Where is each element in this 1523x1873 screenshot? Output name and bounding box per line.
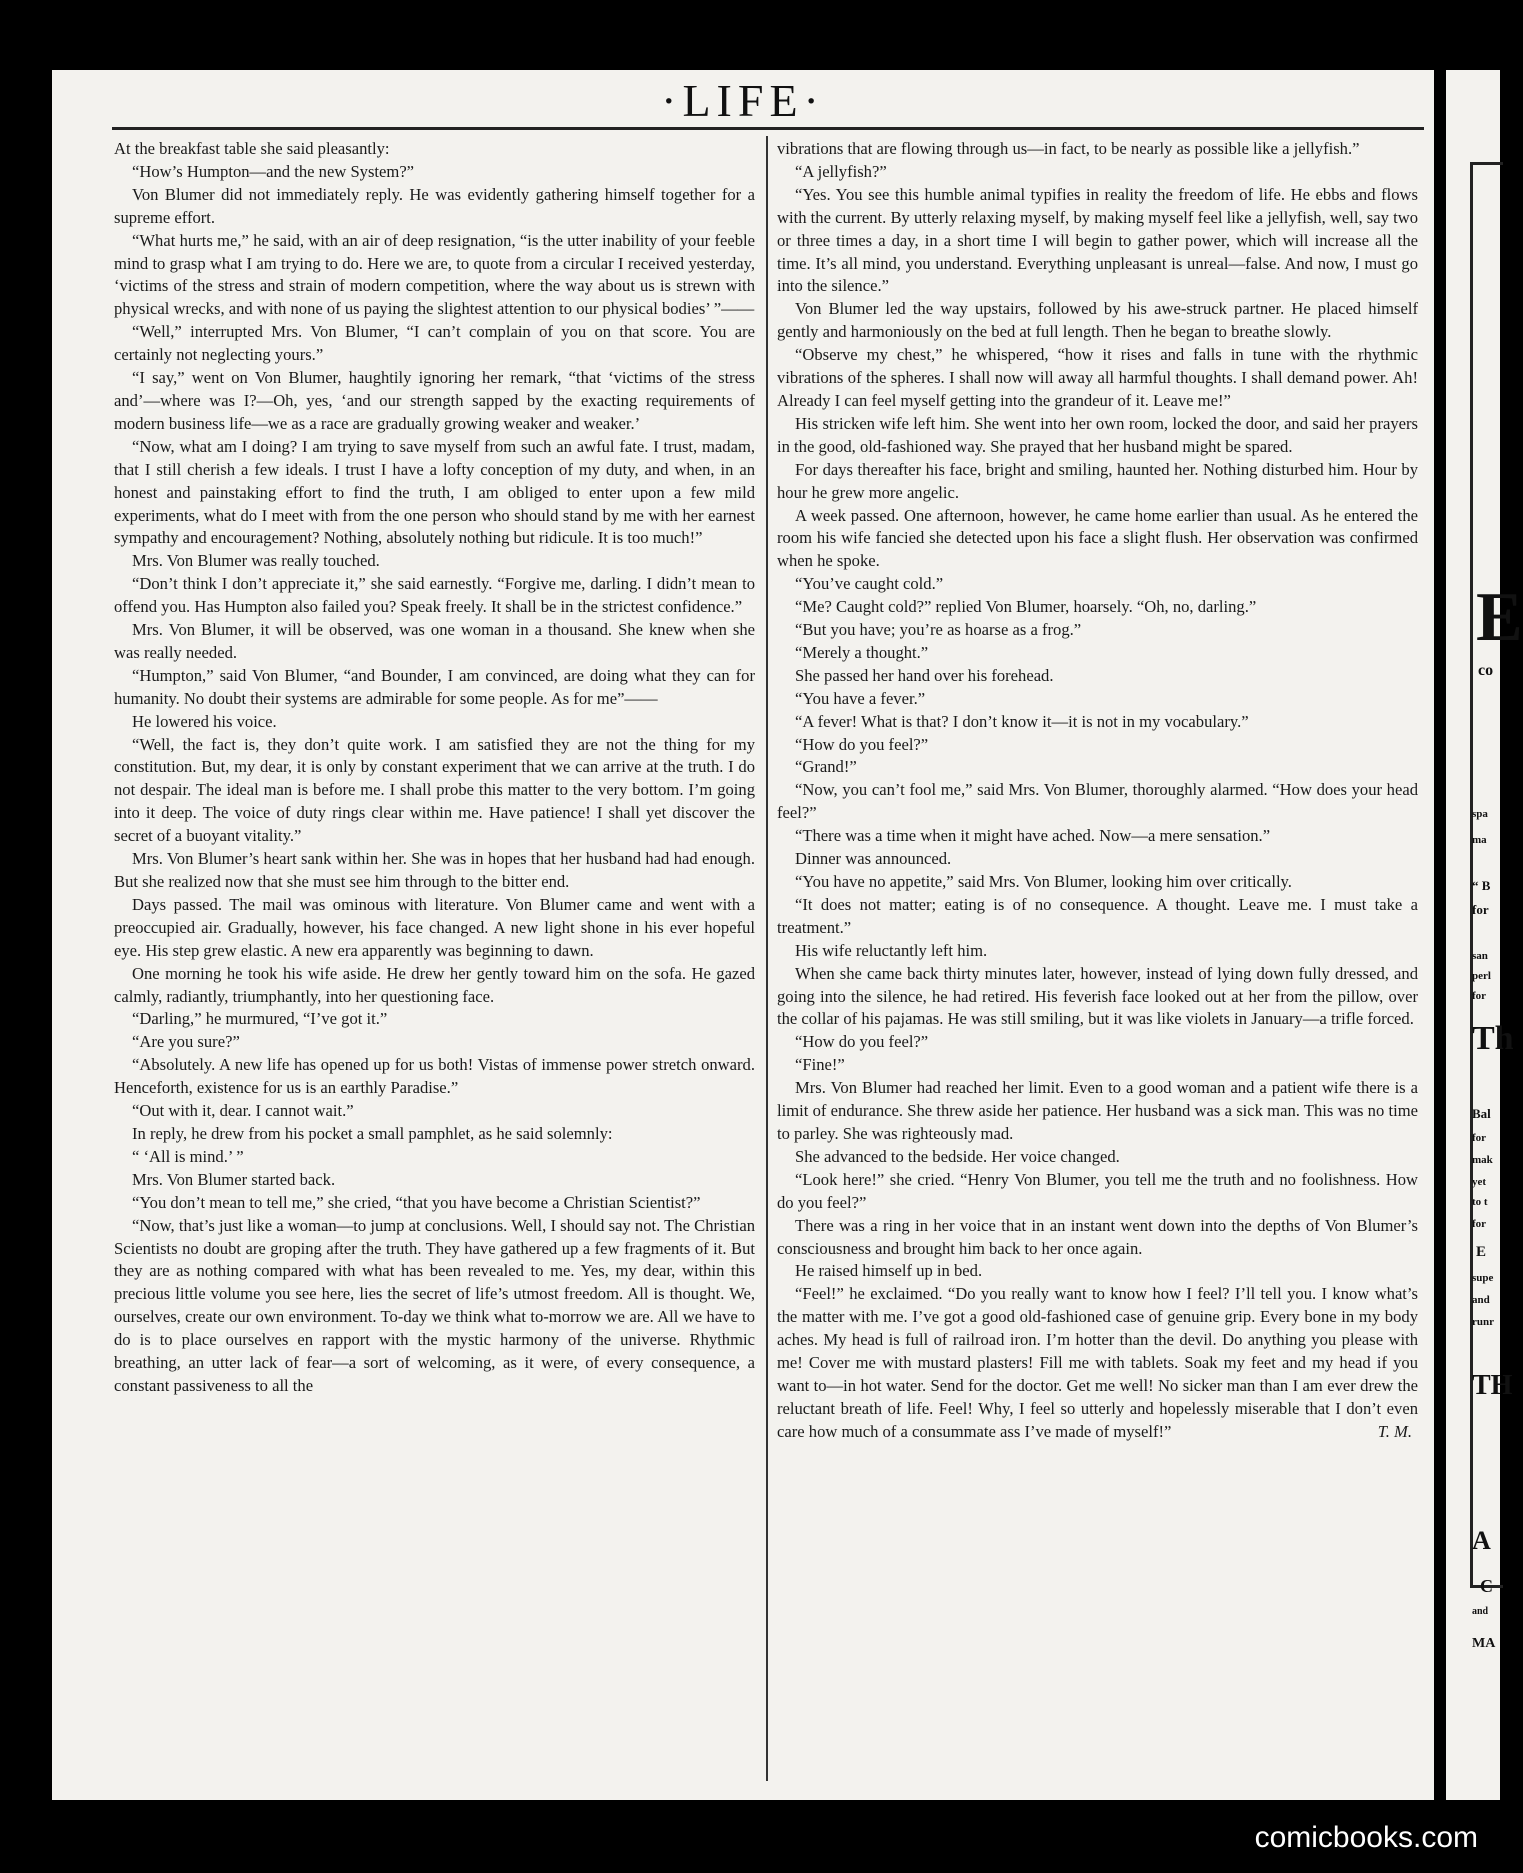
fragment: Th: [1472, 1020, 1514, 1057]
paragraph: “It does not matter; eating is of no consequence. A thought. Leave me. I must take a treatment.”: [777, 894, 1418, 937]
paragraph: Dinner was announced.: [795, 849, 952, 869]
fragment: A: [1472, 1526, 1491, 1555]
paragraph: “How do you feel?”: [795, 734, 929, 754]
paragraph: “You don’t mean to tell me,” she cried, “that you have become a Christian Scientist?”: [132, 1192, 701, 1212]
fragment: supe: [1472, 1272, 1494, 1284]
paragraph: Von Blumer led the way upstairs, followed by his awe-struck partner. He placed himself gently and harmoniously on the bed at full length. Then he began to breathe slowly.: [777, 299, 1418, 342]
paragraph: He raised himself up in bed.: [795, 1261, 983, 1281]
masthead-title: ·LIFE·: [661, 75, 825, 126]
fragment: for: [1472, 990, 1487, 1002]
paragraph: “Merely a thought.”: [795, 642, 929, 662]
paragraph: She passed her hand over his forehead.: [795, 665, 1054, 685]
author-signature: T. M.: [1377, 1421, 1412, 1441]
fragment: for: [1472, 1218, 1487, 1230]
fragment: mak: [1472, 1154, 1493, 1166]
paragraph: “Are you sure?”: [132, 1032, 240, 1052]
adjacent-page-edge: [1446, 70, 1523, 1800]
fragment: C: [1480, 1576, 1493, 1596]
paragraph: “Now, that’s just like a woman—to jump at conclusions. Well, I should say not. The Christian Scientists no doubt are groping after the truth. They have gathered up a few fragments of it. But they are as nothing compared with what has been revealed to me. Yes, my dear, within this precious little volume you see here, lies the secret of life’s utmost freedom. All is thought. We, ourselves, create our own environment. To-day we think what to-morrow we are. All we have to do is to place ourselves en rapport with the mystic harmony of the universe. Rhythmic breathing, an utter lack of fear—a sort of welcoming, as it were, of every consequence, a constant passiveness to all the: [114, 1215, 755, 1395]
paragraph: “A fever! What is that? I don’t know it—it is not in my vocabulary.”: [795, 711, 1249, 731]
paragraph: Mrs. Von Blumer was really touched.: [132, 551, 380, 571]
fragment: “ B: [1472, 878, 1491, 893]
paragraph: “Well,” interrupted Mrs. Von Blumer, “I can’t complain of you on that score. You are certainly not neglecting yours.”: [114, 322, 755, 365]
fragment: yet: [1472, 1176, 1487, 1188]
paragraph: “What hurts me,” he said, with an air of deep resignation, “is the utter inability of your feeble mind to grasp what I am trying to do. Here we are, to quote from a circular I received yesterday, ‘victims of the stress and strain of modern competition, where the way about us is strewn with physical wrecks, and with none of us paying the slightest attention to our physical bodies’ ”——: [114, 230, 755, 319]
paragraph: “A jellyfish?”: [795, 161, 887, 181]
paragraph: Mrs. Von Blumer had reached her limit. Even to a good woman and a patient wife there is a limit of endurance. She threw aside her patience. Her husband was a sick man. This was no time to parley. She was righteously mad.: [777, 1078, 1418, 1143]
paragraph: At the breakfast table she said pleasantly:: [114, 139, 390, 158]
fragment: for: [1472, 902, 1489, 917]
fragment: E: [1476, 1244, 1487, 1260]
left-column: [114, 138, 755, 1788]
paragraph: “Yes. You see this humble animal typifies in reality the freedom of life. He ebbs and flows with the current. By utterly relaxing myself, by making myself feel like a jellyfish, well, say two or three times a day, in a short time I will begin to gather power, which will increase all the time. It’s all mind, you understand. Everything unpleasant is unreal—false. And now, I must go into the silence.”: [777, 184, 1418, 296]
paragraph: “ ‘All is mind.’ ”: [132, 1146, 244, 1166]
paragraph: “But you have; you’re as hoarse as a frog.”: [795, 620, 1082, 640]
paragraph: “You have a fever.”: [795, 688, 926, 708]
paragraph: Mrs. Von Blumer’s heart sank within her. She was in hopes that her husband had had enough. But she realized now that she must see him through to the bitter end.: [114, 849, 755, 891]
fragment: and: [1472, 1606, 1489, 1617]
fragment: to t: [1472, 1196, 1488, 1208]
paragraph: “Humpton,” said Von Blumer, “and Bounder, I am convinced, are doing what they can for humanity. No doubt their systems are admirable for some people. As for me”——: [114, 665, 755, 708]
header-rule: [112, 127, 1424, 130]
fragment: Bal: [1472, 1106, 1491, 1121]
paragraph: “You’ve caught cold.”: [795, 574, 944, 594]
paragraph: Von Blumer did not immediately reply. He was evidently gathering himself together for a supreme effort.: [114, 184, 755, 227]
fragment: perl: [1472, 970, 1491, 982]
paragraph: His wife reluctantly left him.: [795, 940, 988, 960]
column-divider: [766, 136, 768, 1781]
paragraph: “Grand!”: [795, 757, 857, 777]
paragraph: vibrations that are flowing through us—in fact, to be nearly as possible like a jellyfish.”: [777, 139, 1360, 158]
fragment: E: [1476, 579, 1523, 656]
paragraph: Mrs. Von Blumer, it will be observed, was one woman in a thousand. She knew when she was really needed.: [114, 620, 755, 662]
fragment: TH: [1472, 1370, 1513, 1401]
paragraph: “How’s Humpton—and the new System?”: [132, 161, 415, 181]
paragraph: “Me? Caught cold?” replied Von Blumer, hoarsely. “Oh, no, darling.”: [795, 597, 1257, 617]
fragment: co: [1478, 662, 1494, 679]
fragment: ma: [1472, 834, 1487, 846]
paragraph: For days thereafter his face, bright and smiling, haunted her. Nothing disturbed him. Hour by hour he grew more angelic.: [777, 459, 1418, 502]
paragraph: A week passed. One afternoon, however, he came home earlier than usual. As he entered the room his wife fancied she detected upon his face a slight flush. Her observation was confirmed when he spoke.: [777, 505, 1418, 571]
paragraph: “Fine!”: [795, 1055, 845, 1075]
paragraph: In reply, he drew from his pocket a small pamphlet, as he said solemnly:: [132, 1123, 613, 1143]
paragraph: “You have no appetite,” said Mrs. Von Blumer, looking him over critically.: [795, 872, 1292, 891]
magazine-page: [52, 70, 1434, 1800]
fragment: MA: [1472, 1636, 1496, 1651]
paragraph: His stricken wife left him. She went into her own room, locked the door, and said her prayers in the good, old-fashioned way. She prayed that her husband might be spared.: [777, 413, 1418, 456]
paragraph: “Absolutely. A new life has opened up for us both! Vistas of immense power stretch onward. Henceforth, existence for us is an earthly Paradise.”: [114, 1055, 755, 1098]
paragraph: “Out with it, dear. I cannot wait.”: [132, 1101, 354, 1121]
fragment: spa: [1472, 808, 1488, 820]
fragment: and: [1472, 1294, 1490, 1306]
paragraph: “Observe my chest,” he whispered, “how it rises and falls in tune with the rhythmic vibrations of the spheres. I shall now will away all harmful thoughts. I shall demand power. Ah! Already I can feel myself getting into the grandeur of it. Leave me!”: [777, 345, 1418, 410]
paragraph: “Look here!” she cried. “Henry Von Blumer, you tell me the truth and no foolishness. How do you feel?”: [777, 1169, 1418, 1212]
fragment: for: [1472, 1132, 1487, 1144]
paragraph: She advanced to the bedside. Her voice changed.: [795, 1146, 1120, 1166]
paragraph: “There was a time when it might have ached. Now—a mere sensation.”: [795, 826, 1271, 846]
paragraph: There was a ring in her voice that in an instant went down into the depths of Von Blumer’s consciousness and brought him back to her once again.: [777, 1215, 1418, 1258]
watermark: comicbooks.com: [1254, 1821, 1478, 1854]
paragraph: Mrs. Von Blumer started back.: [132, 1169, 336, 1189]
fragment: runr: [1472, 1316, 1494, 1328]
paragraph: “Well, the fact is, they don’t quite work. I am satisfied they are not the thing for my constitution. But, my dear, it is only by constant experiment that we can arrive at the truth. I do not despair. The ideal man is before me. I shall probe this matter to the very bottom. I’m going into it deep. The voice of duty rings clear within me. Have patience! I shall yet discover the secret of a buoyant vitality.”: [114, 734, 755, 846]
paragraph: “I say,” went on Von Blumer, haughtily ignoring her remark, “that ‘victims of the stress and’—where was I?—Oh, yes, ‘and our strength sapped by the exacting requirements of modern business life—we as a race are gradually growing weaker and weaker.’: [114, 368, 755, 433]
paragraph: “How do you feel?”: [795, 1032, 929, 1052]
paragraph: He lowered his voice.: [132, 711, 277, 731]
paragraph: “Now, what am I doing? I am trying to save myself from such an awful fate. I trust, madam, that I still cherish a few ideals. I trust I have a lofty conception of my duty, and when, in an honest and painstaking effort to find the truth, I am obliged to enter upon a few mild experiments, what do I meet with from the one person who should stand by me with her earnest sympathy and encouragement? Nothing, absolutely nothing but ridicule. It is too much!”: [114, 436, 755, 548]
paragraph: “Darling,” he murmured, “I’ve got it.”: [132, 1009, 388, 1029]
paragraph: Days passed. The mail was ominous with literature. Von Blumer came and went with a preoccupied air. Gradually, however, his face changed. A new light shone in his ever hopeful eye. His step grew elastic. A new era apparently was beginning to dawn.: [114, 894, 755, 960]
paragraph: One morning he took his wife aside. He drew her gently toward him on the sofa. He gazed calmly, radiantly, triumphantly, into her questioning face.: [114, 963, 755, 1006]
paragraph: “Don’t think I don’t appreciate it,” she said earnestly. “Forgive me, darling. I didn’t mean to offend you. Has Humpton also failed you? Speak freely. It shall be in the strictest confidence.”: [114, 574, 755, 617]
paragraph: When she came back thirty minutes later, however, instead of lying down fully dressed, and going into the silence, he had retired. His feverish face looked out at her from the pillow, over the collar of his pajamas. He was still smiling, but it was like violets in January—a trifle forced.: [777, 963, 1418, 1029]
paragraph: “Now, you can’t fool me,” said Mrs. Von Blumer, thoroughly alarmed. “How does your head feel?”: [777, 780, 1418, 823]
fragment: san: [1472, 950, 1488, 962]
paragraph: “Feel!” he exclaimed. “Do you really want to know how I feel? I’ll tell you. I know what’s the matter with me. I’ve got a good old-fashioned case of genuine grip. Every bone in my body aches. My head is full of railroad iron. I’m hotter than the devil. Do anything you please with me! Cover me with mustard plasters! Fill me with tablets. Soak my feet and my head if you want to—in hot water. Send for the doctor. Get me well! No sicker man than I am ever drew the reluctant breath of life. Feel! Why, I feel so utterly and hopelessly miserable that I don’t even care how much of a consummate ass I’ve made of myself!”: [777, 1284, 1418, 1441]
right-column: [777, 138, 1418, 1788]
